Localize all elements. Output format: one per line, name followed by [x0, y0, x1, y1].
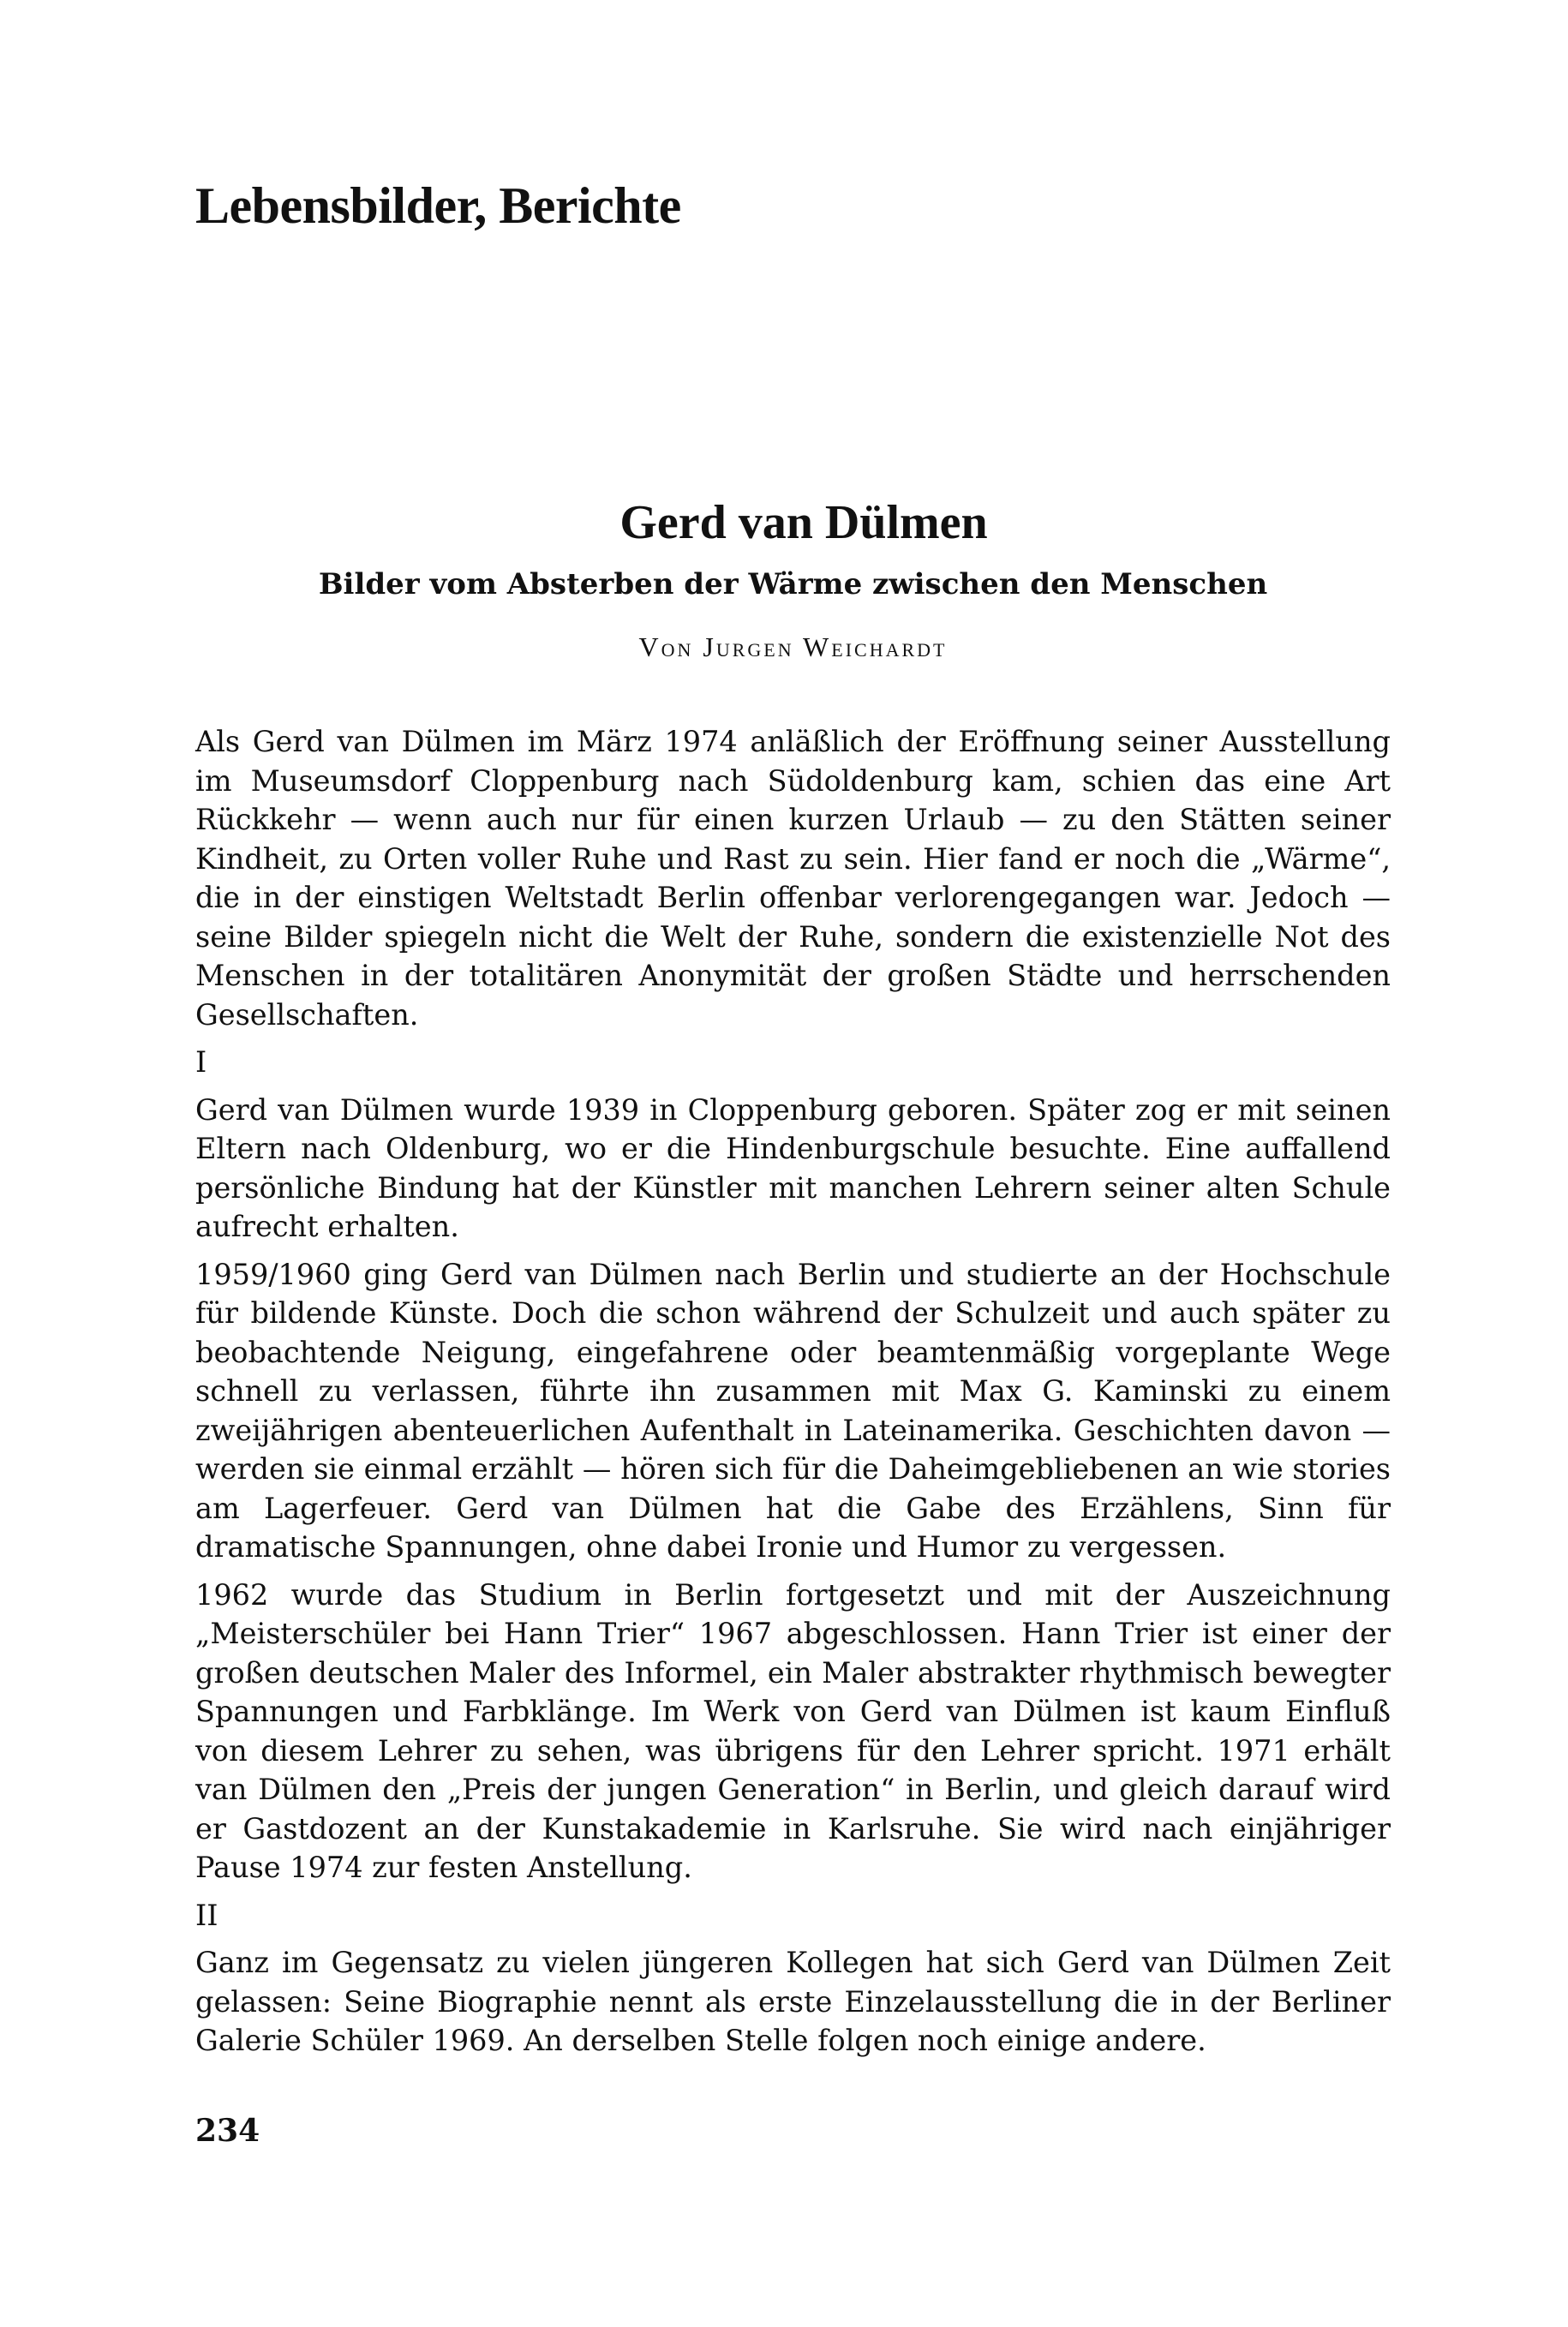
article-title: Gerd van Dülmen [619, 496, 988, 549]
article-body [195, 722, 1391, 2069]
author-byline: Von Jurgen Weichardt [638, 631, 948, 663]
body-paragraph: 1959/1960 ging Gerd van Dülmen nach Berlin und studierte an der Hochschule für bildende Künste. Doch die schon während der Schulzeit und auch später zu beobachtende Neigung, eingefahrene oder beamtenmäßig vorgeplante Wege schnell zu verlassen, führte ihn zusammen mit Max G. Kaminski zu einem zweijährigen abenteuerlichen Aufenthalt in Lateinamerika. Geschichten davon — werden sie einmal erzählt — hören sich für die Daheimgebliebenen an wie stories am Lagerfeuer. Gerd van Dülmen hat die Gabe des Erzählens, Sinn für dramatische Spannungen, ohne dabei Ironie und Humor zu vergessen. [195, 1257, 1391, 1564]
page-number: 234 [195, 2113, 260, 2149]
section-label-1: I [195, 1045, 207, 1079]
section-label-2: II [195, 1898, 218, 1932]
article-subtitle: Bilder vom Absterben der Wärme zwischen den Menschen [318, 566, 1268, 601]
section-heading: Lebensbilder, Berichte [195, 177, 681, 234]
body-paragraph: 1962 wurde das Studium in Berlin fortgesetzt und mit der Auszeichnung „Meisterschüler bei Hann Trier“ 1967 abgeschlossen. Hann Trier ist einer der großen deutschen Maler des Informel, ein Maler abstrakter rhythmisch bewegter Spannungen und Farbklänge. Im Werk von Gerd van Dülmen ist kaum Einfluß von diesem Lehrer zu sehen, was übrigens für den Lehrer spricht. 1971 erhält van Dülmen den „Preis der jungen Generation“ in Berlin, und gleich darauf wird er Gastdozent an der Kunstakademie in Karlsruhe. Sie wird nach einjähriger Pause 1974 zur festen Anstellung. [195, 1577, 1391, 1884]
intro-paragraph: Als Gerd van Dülmen im März 1974 anläßlich der Eröffnung seiner Ausstellung im Museumsdorf Cloppenburg nach Südoldenburg kam, schien das eine Art Rückkehr — wenn auch nur für einen kurzen Urlaub — zu den Stätten seiner Kindheit, zu Orten voller Ruhe und Rast zu sein. Hier fand er noch die „Wärme“, die in der einstigen Weltstadt Berlin offenbar verlorengegangen war. Jedoch — seine Bilder spiegeln nicht die Welt der Ruhe, sondern die existenzielle Not des Menschen in der totalitären Anonymität der großen Städte und herrschenden Gesellschaften. [195, 725, 1391, 1032]
body-paragraph: Gerd van Dülmen wurde 1939 in Cloppenburg geboren. Später zog er mit seinen Eltern nach Oldenburg, wo er die Hindenburgschule besuchte. Eine auffallend persönliche Bindung hat der Künstler mit manchen Lehrern seiner alten Schule aufrecht erhalten. [195, 1092, 1391, 1243]
body-paragraph: Ganz im Gegensatz zu vielen jüngeren Kollegen hat sich Gerd van Dülmen Zeit gelassen: Seine Biographie nennt als erste Einzelausstellung die in der Berliner Galerie Schüler 1969. An derselben Stelle folgen noch einige andere. [195, 1946, 1391, 2057]
article-title-block [195, 497, 1391, 664]
